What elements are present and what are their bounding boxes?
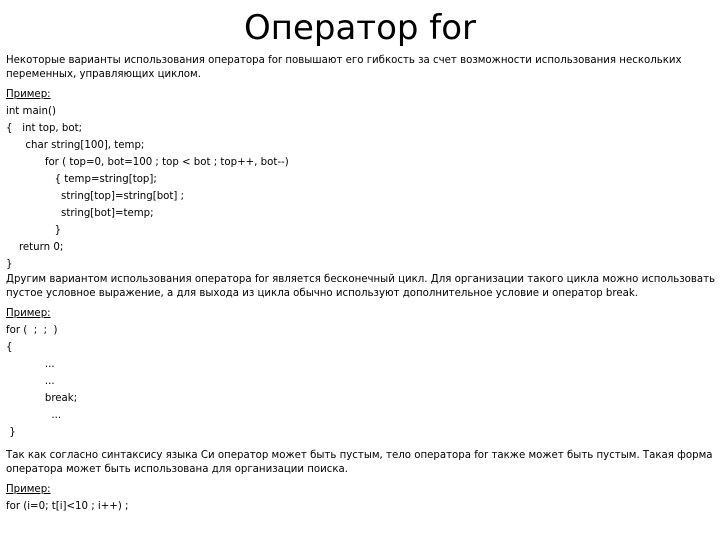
code-line: { — [6, 342, 13, 353]
code-line: { int top, bot; — [6, 123, 83, 134]
code-line: for (i=0; t[i]<10 ; i++) ; — [6, 501, 129, 512]
code-line: int main() — [6, 106, 56, 117]
code-line: { temp=string[top]; — [6, 174, 157, 185]
code-line: for ( ; ; ) — [6, 325, 58, 336]
infinite-loop-paragraph: Другим вариантом использования оператора for является бесконечный цикл. Для организации такого цикла можно использовать пустое условное выражение, а для выхода из цикла обычно используют дополнительное условие и оператор break. — [6, 274, 716, 299]
example-label: Пример: — [6, 484, 51, 495]
example-label: Пример: — [6, 89, 51, 100]
code-line: } — [6, 259, 13, 270]
code-line: char string[100], temp; — [6, 140, 145, 151]
slide-title: Оператор for — [243, 8, 477, 48]
code-block-2 — [6, 322, 716, 441]
code-line: string[top]=string[bot] ; — [6, 191, 185, 202]
slide-body — [6, 54, 716, 515]
code-line: string[bot]=temp; — [6, 208, 154, 219]
example-label: Пример: — [6, 308, 51, 319]
intro-paragraph: Некоторые варианты использования оператора for повышают его гибкость за счет возможности использования нескольких переменных, управляющих циклом. — [6, 55, 682, 80]
code-line: for ( top=0, bot=100 ; top < bot ; top++, bot--) — [6, 157, 289, 168]
code-line: ... — [6, 359, 55, 370]
code-block-1 — [6, 103, 716, 273]
code-line: ... — [6, 376, 55, 387]
code-line: ... — [6, 410, 62, 421]
code-line: } — [6, 427, 16, 438]
code-line: return 0; — [6, 242, 64, 253]
search-paragraph: Так как согласно синтаксису языка Си оператор может быть пустым, тело оператора for также может быть пустым. Такая форма оператора может быть использована для организации поиска. — [6, 450, 713, 475]
code-line: break; — [6, 393, 78, 404]
code-line: } — [6, 225, 62, 236]
